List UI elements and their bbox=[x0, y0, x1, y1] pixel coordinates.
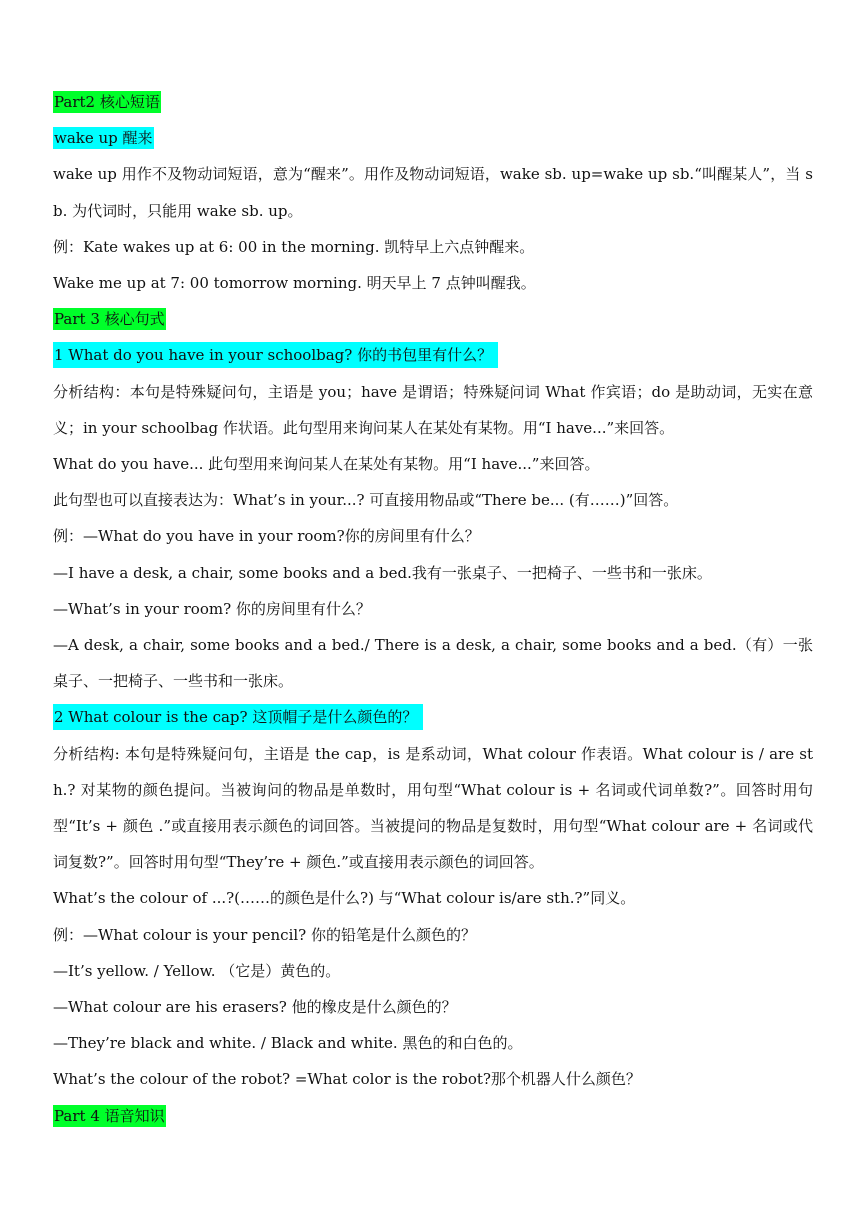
sentence1-example-3: —What’s in your room? 你的房间里有什么？ bbox=[53, 599, 371, 618]
part2-heading-line bbox=[53, 84, 813, 120]
sentence2-example-3: —What colour are his erasers? 他的橡皮是什么颜色的？ bbox=[53, 998, 457, 1017]
part3-heading: Part 3 核心句式 bbox=[54, 310, 165, 329]
phrase-explanation: wake up 用作不及物动词短语，意为“醒来”。用作及物动词短语，wake sb. up=wake up sb.“叫醒某人”，当 sb. 为代词时，只能用 wake sb. up。 bbox=[53, 165, 813, 220]
sentence1-title-line bbox=[53, 337, 813, 373]
sentence1-example-2: —I have a desk, a chair, some books and a bed.我有一张桌子、一把椅子、一些书和一张床。 bbox=[53, 563, 712, 582]
document-body bbox=[53, 84, 813, 1134]
sentence1-example-1: 例：—What do you have in your room?你的房间里有什么？ bbox=[53, 527, 480, 546]
part4-heading: Part 4 语音知识 bbox=[54, 1106, 165, 1125]
sentence1-analysis: 分析结构：本句是特殊疑问句，主语是 you；have 是谓语；特殊疑问词 What 作宾语；do 是助动词，无实在意义；in your schoolbag 作状语。此句型用来询问某人在某处有某物。用“I have...”来回答。 bbox=[53, 382, 813, 437]
sentence1-title: 1 What do you have in your schoolbag? 你的书包里有什么？ bbox=[53, 342, 498, 368]
sentence1-usage: What do you have... 此句型用来询问某人在某处有某物。用“I have...”来回答。 bbox=[53, 455, 600, 474]
sentence2-example-4: —They’re black and white. / Black and white. 黑色的和白色的。 bbox=[53, 1034, 523, 1053]
part4-heading-line bbox=[53, 1098, 813, 1134]
sentence1-alternative: 此句型也可以直接表达为：What’s in your...? 可直接用物品或“There be... (有……)”回答。 bbox=[53, 491, 679, 510]
phrase-example-1: 例：Kate wakes up at 6: 00 in the morning. 凯特早上六点钟醒来。 bbox=[53, 237, 535, 256]
sentence2-synonym: What’s the colour of ...?(……的颜色是什么?) 与“What colour is/are sth.?”同义。 bbox=[53, 889, 636, 908]
phrase-title-line bbox=[53, 120, 813, 156]
part3-heading-line bbox=[53, 301, 813, 337]
sentence2-title-line bbox=[53, 699, 813, 735]
phrase-title: wake up 醒来 bbox=[54, 129, 153, 148]
part2-heading: Part2 核心短语 bbox=[54, 93, 160, 111]
sentence2-example-1: 例：—What colour is your pencil? 你的铅笔是什么颜色的？ bbox=[53, 925, 476, 944]
sentence2-example-2: —It’s yellow. / Yellow. （它是）黄色的。 bbox=[53, 961, 341, 980]
phrase-example-2: Wake me up at 7: 00 tomorrow morning. 明天早上 7 点钟叫醒我。 bbox=[53, 274, 536, 293]
sentence2-title: 2 What colour is the cap? 这顶帽子是什么颜色的？ bbox=[53, 704, 423, 730]
sentence2-analysis: 分析结构: 本句是特殊疑问句，主语是 the cap，is 是系动词，What colour 作表语。What colour is / are sth.? 对某物的颜色提问。当被询问的物品是单数时，用句型“What colour is + 名词或代词单数?”。回答时用句型“It’s + 颜色 .”或直接用表示颜色的词回答。当被提问的物品是复数时，用句型“What colour are + 名词或代词复数?”。回答时用句型“They’re + 颜色.”或直接用表示颜色的词回答。 bbox=[53, 744, 813, 872]
sentence2-example-5: What’s the colour of the robot? =What color is the robot?那个机器人什么颜色？ bbox=[53, 1070, 641, 1089]
sentence1-example-4: —A desk, a chair, some books and a bed./ There is a desk, a chair, some books and a bed.（有）一张桌子、一把椅子、一些书和一张床。 bbox=[53, 636, 813, 691]
